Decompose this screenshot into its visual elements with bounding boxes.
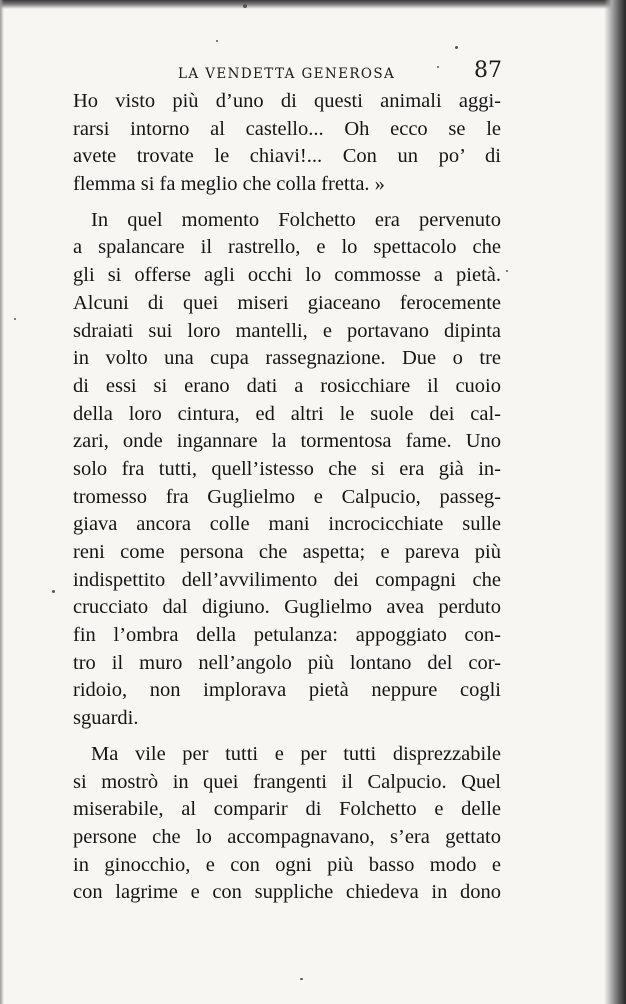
text-line: reni come persona che aspetta; e pareva più (73, 541, 501, 563)
text-line: a spalancare il rastrello, e lo spettacolo che (73, 236, 501, 259)
text-line: della loro cintura, ed altri le suole dei cal- (73, 402, 501, 425)
text-line: Alcuni di quei miseri giaceano ferocemente (73, 291, 501, 314)
ink-speck (14, 318, 16, 320)
text-line: in volto una cupa rassegnazione. Due o tre (73, 347, 501, 370)
text-line: tromesso fra Guglielmo e Calpucio, passeg- (73, 485, 501, 508)
page-gutter-shadow (604, 0, 626, 1004)
paragraph-gap (73, 733, 501, 741)
page-number: 87 (474, 58, 502, 83)
ink-speck (216, 40, 218, 42)
ink-speck (506, 270, 508, 272)
text-line: sguardi. (73, 707, 139, 730)
text-line: crucciato dal digiuno. Guglielmo avea perduto (73, 596, 501, 619)
text-line: Ho visto più d’uno di questi animali aggi- (73, 90, 501, 112)
text-line: fin l’ombra della petulanza: appoggiato con- (73, 624, 501, 647)
text-line: tro il muro nell’angolo più lontano del cor- (73, 651, 501, 674)
text-line: si mostrò in quei frangenti il Calpucio. Quel (73, 770, 501, 793)
text-line: persone che lo accompagnavano, s’era gettato (73, 825, 501, 848)
text-line: rarsi intorno al castello... Oh ecco se le (73, 117, 501, 140)
text-line: con lagrime e con suppliche chiedeva in dono (73, 881, 501, 904)
text-line: giava ancora colle mani incrocicchiate sulle (73, 513, 501, 536)
ink-speck (455, 46, 458, 49)
text-line: di essi si erano dati a rosicchiare il cuoio (73, 374, 501, 397)
text-line: solo fra tutti, quell’istesso che si era già in- (73, 457, 501, 480)
text-line: avete trovate le chiavi!... Con un po’ di (73, 145, 501, 168)
text-line: zari, onde ingannare la tormentosa fame. Uno (73, 430, 501, 453)
text-line: miserabile, al comparir di Folchetto e delle (73, 798, 501, 821)
page-left-edge (0, 0, 4, 1004)
paragraph-gap (73, 199, 501, 207)
running-title: LA VENDETTA GENEROSA (178, 66, 396, 82)
text-line: in ginocchio, e con ogni più basso modo e (73, 853, 501, 876)
text-line: ridoio, non implorava pietà neppure cogli (73, 679, 501, 702)
ink-speck (243, 4, 247, 8)
text-line: Ma vile per tutti e per tutti disprezzabile (91, 742, 501, 765)
ink-speck (300, 978, 303, 980)
text-line: In quel momento Folchetto era pervenuto (91, 208, 501, 231)
page-top-shadow (0, 0, 626, 9)
text-line: gli si offerse agli occhi lo commosse a pietà. (73, 264, 501, 287)
text-line: sdraiati sui loro mantelli, e portavano dipinta (73, 319, 501, 342)
text-line: flemma si fa meglio che colla fretta. » (73, 173, 385, 196)
body-text (73, 88, 501, 907)
ink-speck (52, 590, 55, 593)
text-line: indispettito dell’avvilimento dei compagni che (73, 568, 501, 591)
